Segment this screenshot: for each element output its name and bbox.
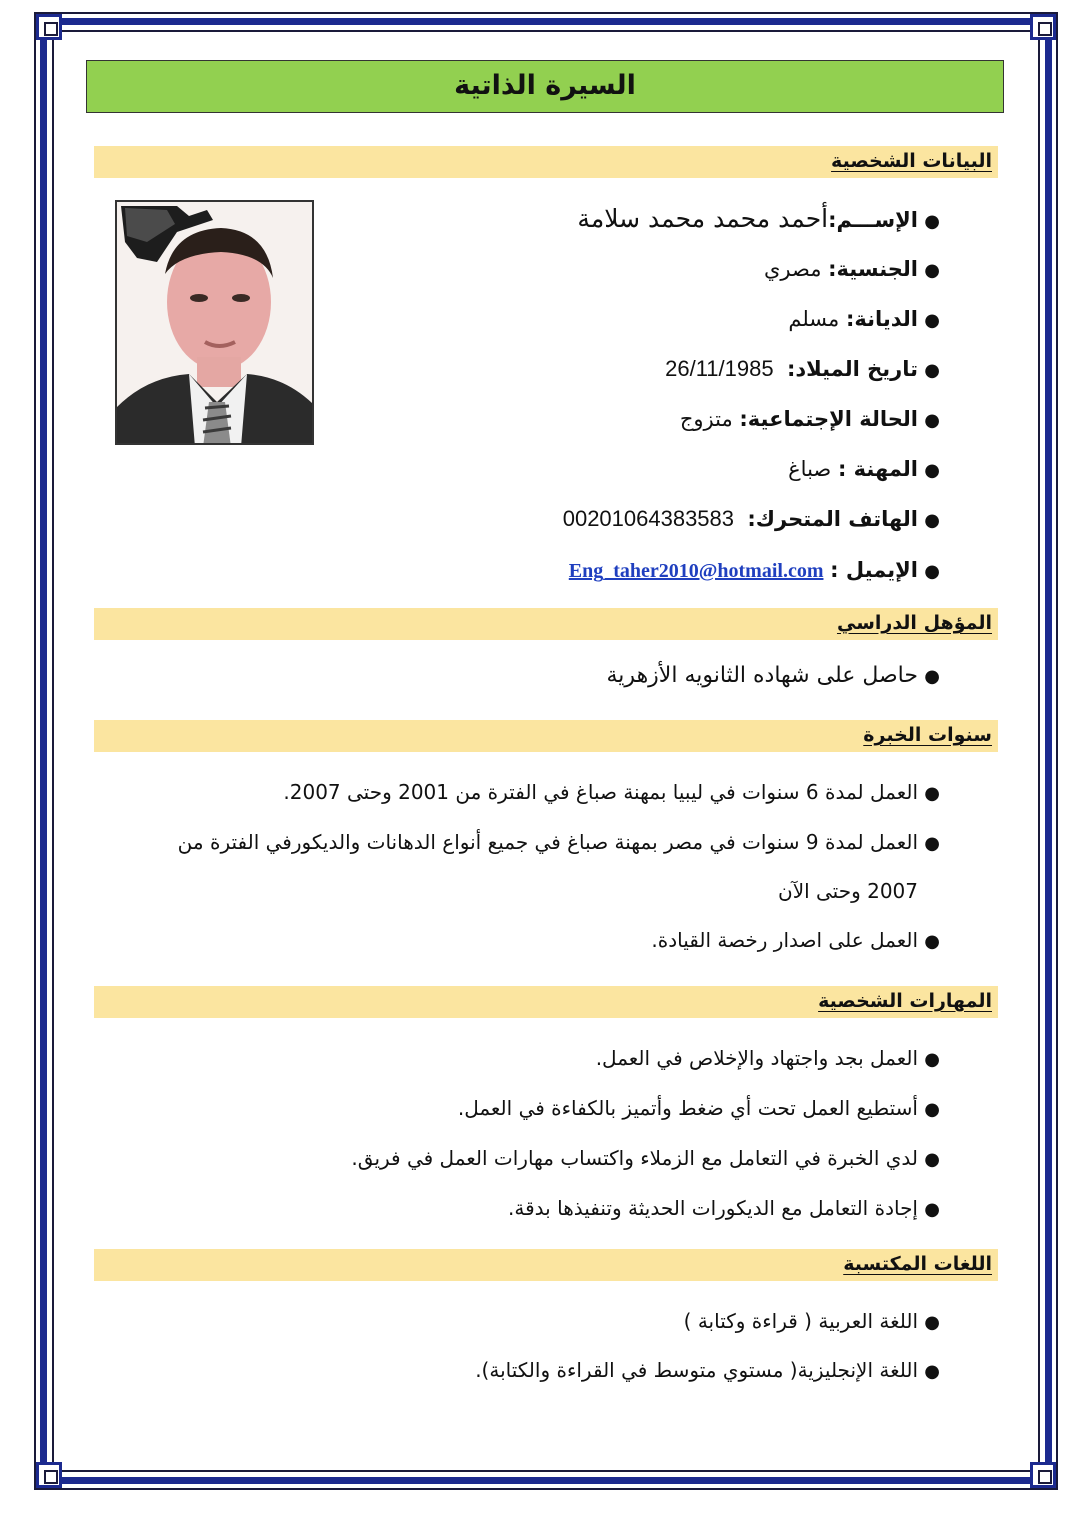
border-corner-ornament xyxy=(1030,1462,1056,1488)
bullet-icon: ● xyxy=(924,410,940,431)
section-header-languages xyxy=(94,1249,998,1281)
section-heading: البيانات الشخصية xyxy=(831,150,992,172)
field-email: ●الإيميل : Eng_taher2010@hotmail.com xyxy=(569,555,940,587)
field-nationality: ●الجنسية: مصري xyxy=(764,254,940,286)
person-photo-icon xyxy=(117,202,314,445)
border-corner-ornament xyxy=(36,14,62,40)
bullet-icon: ● xyxy=(924,833,940,854)
section-heading: المؤهل الدراسي xyxy=(836,612,992,634)
field-value: مصري xyxy=(763,257,822,281)
border-corner-ornament xyxy=(1030,14,1056,40)
list-item: ●العمل بجد واجتهاد والإخلاص في العمل. xyxy=(596,1043,940,1075)
field-value: متزوج xyxy=(679,407,733,431)
profile-photo xyxy=(115,200,314,445)
section-heading: اللغات المكتسبة xyxy=(843,1253,992,1275)
section-heading: المهارات الشخصية xyxy=(818,990,992,1012)
list-item-continuation: 2007 وحتى الآن xyxy=(778,879,918,903)
field-value: صباغ xyxy=(788,457,832,481)
bullet-icon: ● xyxy=(924,460,940,481)
email-link[interactable]: Eng_taher2010@hotmail.com xyxy=(568,560,824,582)
bullet-icon: ● xyxy=(924,1149,940,1170)
section-header-education xyxy=(94,608,998,640)
list-item: ●أستطيع العمل تحت أي ضغط وأتميز بالكفاءة في العمل. xyxy=(458,1093,940,1125)
list-item: ●حاصل على شهاده الثانويه الأزهرية xyxy=(607,660,940,692)
bullet-icon: ● xyxy=(924,260,940,281)
field-religion: ●الديانة: مسلم xyxy=(788,304,940,336)
bullet-icon: ● xyxy=(924,666,940,687)
field-profession: ●المهنة : صباغ xyxy=(788,454,940,486)
field-birthdate: ●تاريخ الميلاد: 26/11/1985 xyxy=(665,354,940,386)
field-value: مسلم xyxy=(788,307,840,331)
list-item: ●اللغة الإنجليزية( مستوي متوسط في القراءة والكتابة). xyxy=(475,1355,940,1387)
list-item: ●إجادة التعامل مع الديكورات الحديثة وتنفيذها بدقة. xyxy=(508,1193,940,1225)
cv-title: السيرة الذاتية xyxy=(86,60,1004,113)
bullet-icon: ● xyxy=(924,510,940,531)
field-value: 00201064383583 xyxy=(562,506,735,531)
bullet-icon: ● xyxy=(924,1099,940,1120)
bullet-icon: ● xyxy=(924,1361,940,1382)
border-corner-ornament xyxy=(36,1462,62,1488)
field-value: 26/11/1985 xyxy=(665,356,774,381)
field-value: أحمد محمد محمد سلامة xyxy=(577,204,829,233)
bullet-icon: ● xyxy=(924,561,940,582)
bullet-icon: ● xyxy=(924,931,940,952)
bullet-icon: ● xyxy=(924,310,940,331)
section-header-personal xyxy=(94,146,998,178)
field-marital-status: ●الحالة الإجتماعية: متزوج xyxy=(680,404,940,436)
bullet-icon: ● xyxy=(924,1049,940,1070)
section-header-experience xyxy=(94,720,998,752)
field-mobile: ●الهاتف المتحرك: 00201064383583 xyxy=(563,504,940,536)
list-item: ●العمل لمدة 9 سنوات في مصر بمهنة صباغ في جميع أنواع الدهانات والديكورفي الفترة من xyxy=(178,827,940,859)
bullet-icon: ● xyxy=(924,1199,940,1220)
bullet-icon: ● xyxy=(924,211,940,232)
bullet-icon: ● xyxy=(924,1312,940,1333)
bullet-icon: ● xyxy=(924,783,940,804)
section-header-skills xyxy=(94,986,998,1018)
list-item: ●العمل لمدة 6 سنوات في ليبيا بمهنة صباغ في الفترة من 2001 وحتى 2007. xyxy=(283,777,940,809)
list-item: ●العمل على اصدار رخصة القيادة. xyxy=(651,925,940,957)
bullet-icon: ● xyxy=(924,360,940,381)
list-item: ●لدي الخبرة في التعامل مع الزملاء واكتساب مهارات العمل في فريق. xyxy=(351,1143,940,1175)
field-name: ●الإســـم:أحمد محمد محمد سلامة xyxy=(577,204,940,237)
list-item: ●اللغة العربية ( قراءة وكتابة ) xyxy=(684,1306,940,1338)
section-heading: سنوات الخبرة xyxy=(863,724,992,746)
